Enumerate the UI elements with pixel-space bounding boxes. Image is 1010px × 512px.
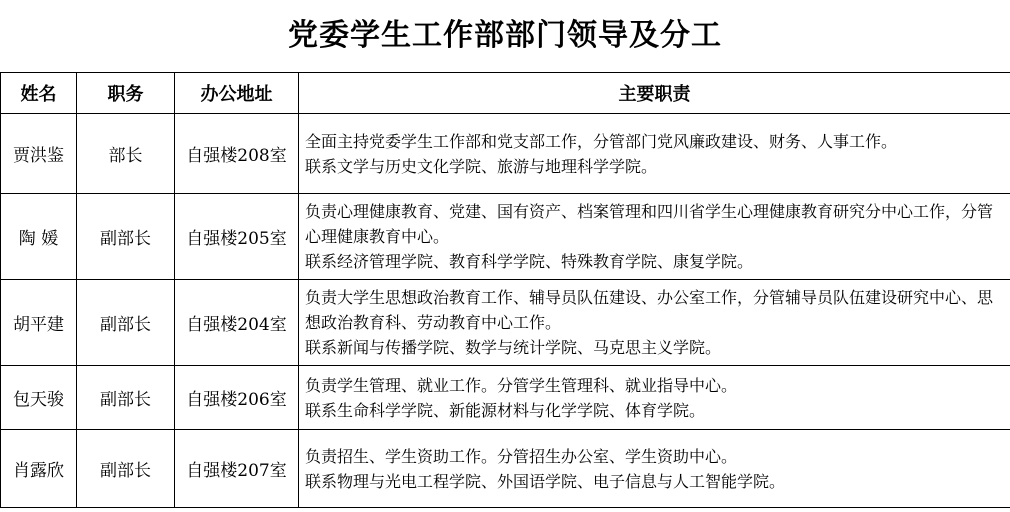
page-title: 党委学生工作部部门领导及分工 [288,18,722,53]
table-row [1,430,1010,508]
cell-name: 肖露欣 [1,430,77,508]
cell-duties [299,366,1010,430]
cell-position: 副部长 [77,430,175,508]
cell-duties [299,114,1010,194]
table-header-row [1,73,1010,114]
duty-line: 联系生命科学学院、新能源材料与化学学院、体育学院。 [305,400,706,420]
header-office: 办公地址 [175,73,299,114]
duty-line: 负责学生管理、就业工作。分管学生管理科、就业指导中心。 [305,375,738,395]
header-duties: 主要职责 [299,73,1010,114]
duty-line: 联系新闻与传播学院、数学与统计学院、马克思主义学院。 [305,338,722,357]
duty-line: 联系文学与历史文化学院、旅游与地理科学学院。 [305,156,658,176]
header-name: 姓名 [1,73,77,114]
cell-office: 自强楼204室 [175,280,299,366]
cell-office: 自强楼207室 [175,430,299,508]
cell-duties [299,280,1010,366]
duty-line: 联系经济管理学院、教育科学学院、特殊教育学院、康复学院。 [305,252,754,271]
table-row [1,114,1010,194]
duty-line: 负责招生、学生资助工作。分管招生办公室、学生资助中心。 [305,446,738,466]
table-row [1,194,1010,280]
cell-position: 副部长 [77,366,175,430]
cell-position: 副部长 [77,194,175,280]
duty-line: 联系物理与光电工程学院、外国语学院、电子信息与人工智能学院。 [305,471,786,491]
cell-position: 副部长 [77,280,175,366]
cell-name: 陶 媛 [1,194,77,280]
leadership-table [0,72,1010,508]
cell-name: 包天骏 [1,366,77,430]
cell-office: 自强楼205室 [175,194,299,280]
cell-position: 部长 [77,114,175,194]
header-position: 职务 [77,73,175,114]
cell-name: 贾洪鉴 [1,114,77,194]
cell-duties [299,194,1010,280]
duty-line: 负责大学生思想政治教育工作、辅导员队伍建设、办公室工作，分管辅导员队伍建设研究中心、思想政治教育科、劳动教育中心工作。 [305,288,994,332]
cell-name: 胡平建 [1,280,77,366]
cell-office: 自强楼206室 [175,366,299,430]
table-row [1,280,1010,366]
table-row [1,366,1010,430]
cell-duties [299,430,1010,508]
duty-line: 全面主持党委学生工作部和党支部工作，分管部门党风廉政建设、财务、人事工作。 [305,131,898,151]
duty-line: 负责心理健康教育、党建、国有资产、档案管理和四川省学生心理健康教育研究分中心工作，分管心理健康教育中心。 [305,202,994,246]
cell-office: 自强楼208室 [175,114,299,194]
